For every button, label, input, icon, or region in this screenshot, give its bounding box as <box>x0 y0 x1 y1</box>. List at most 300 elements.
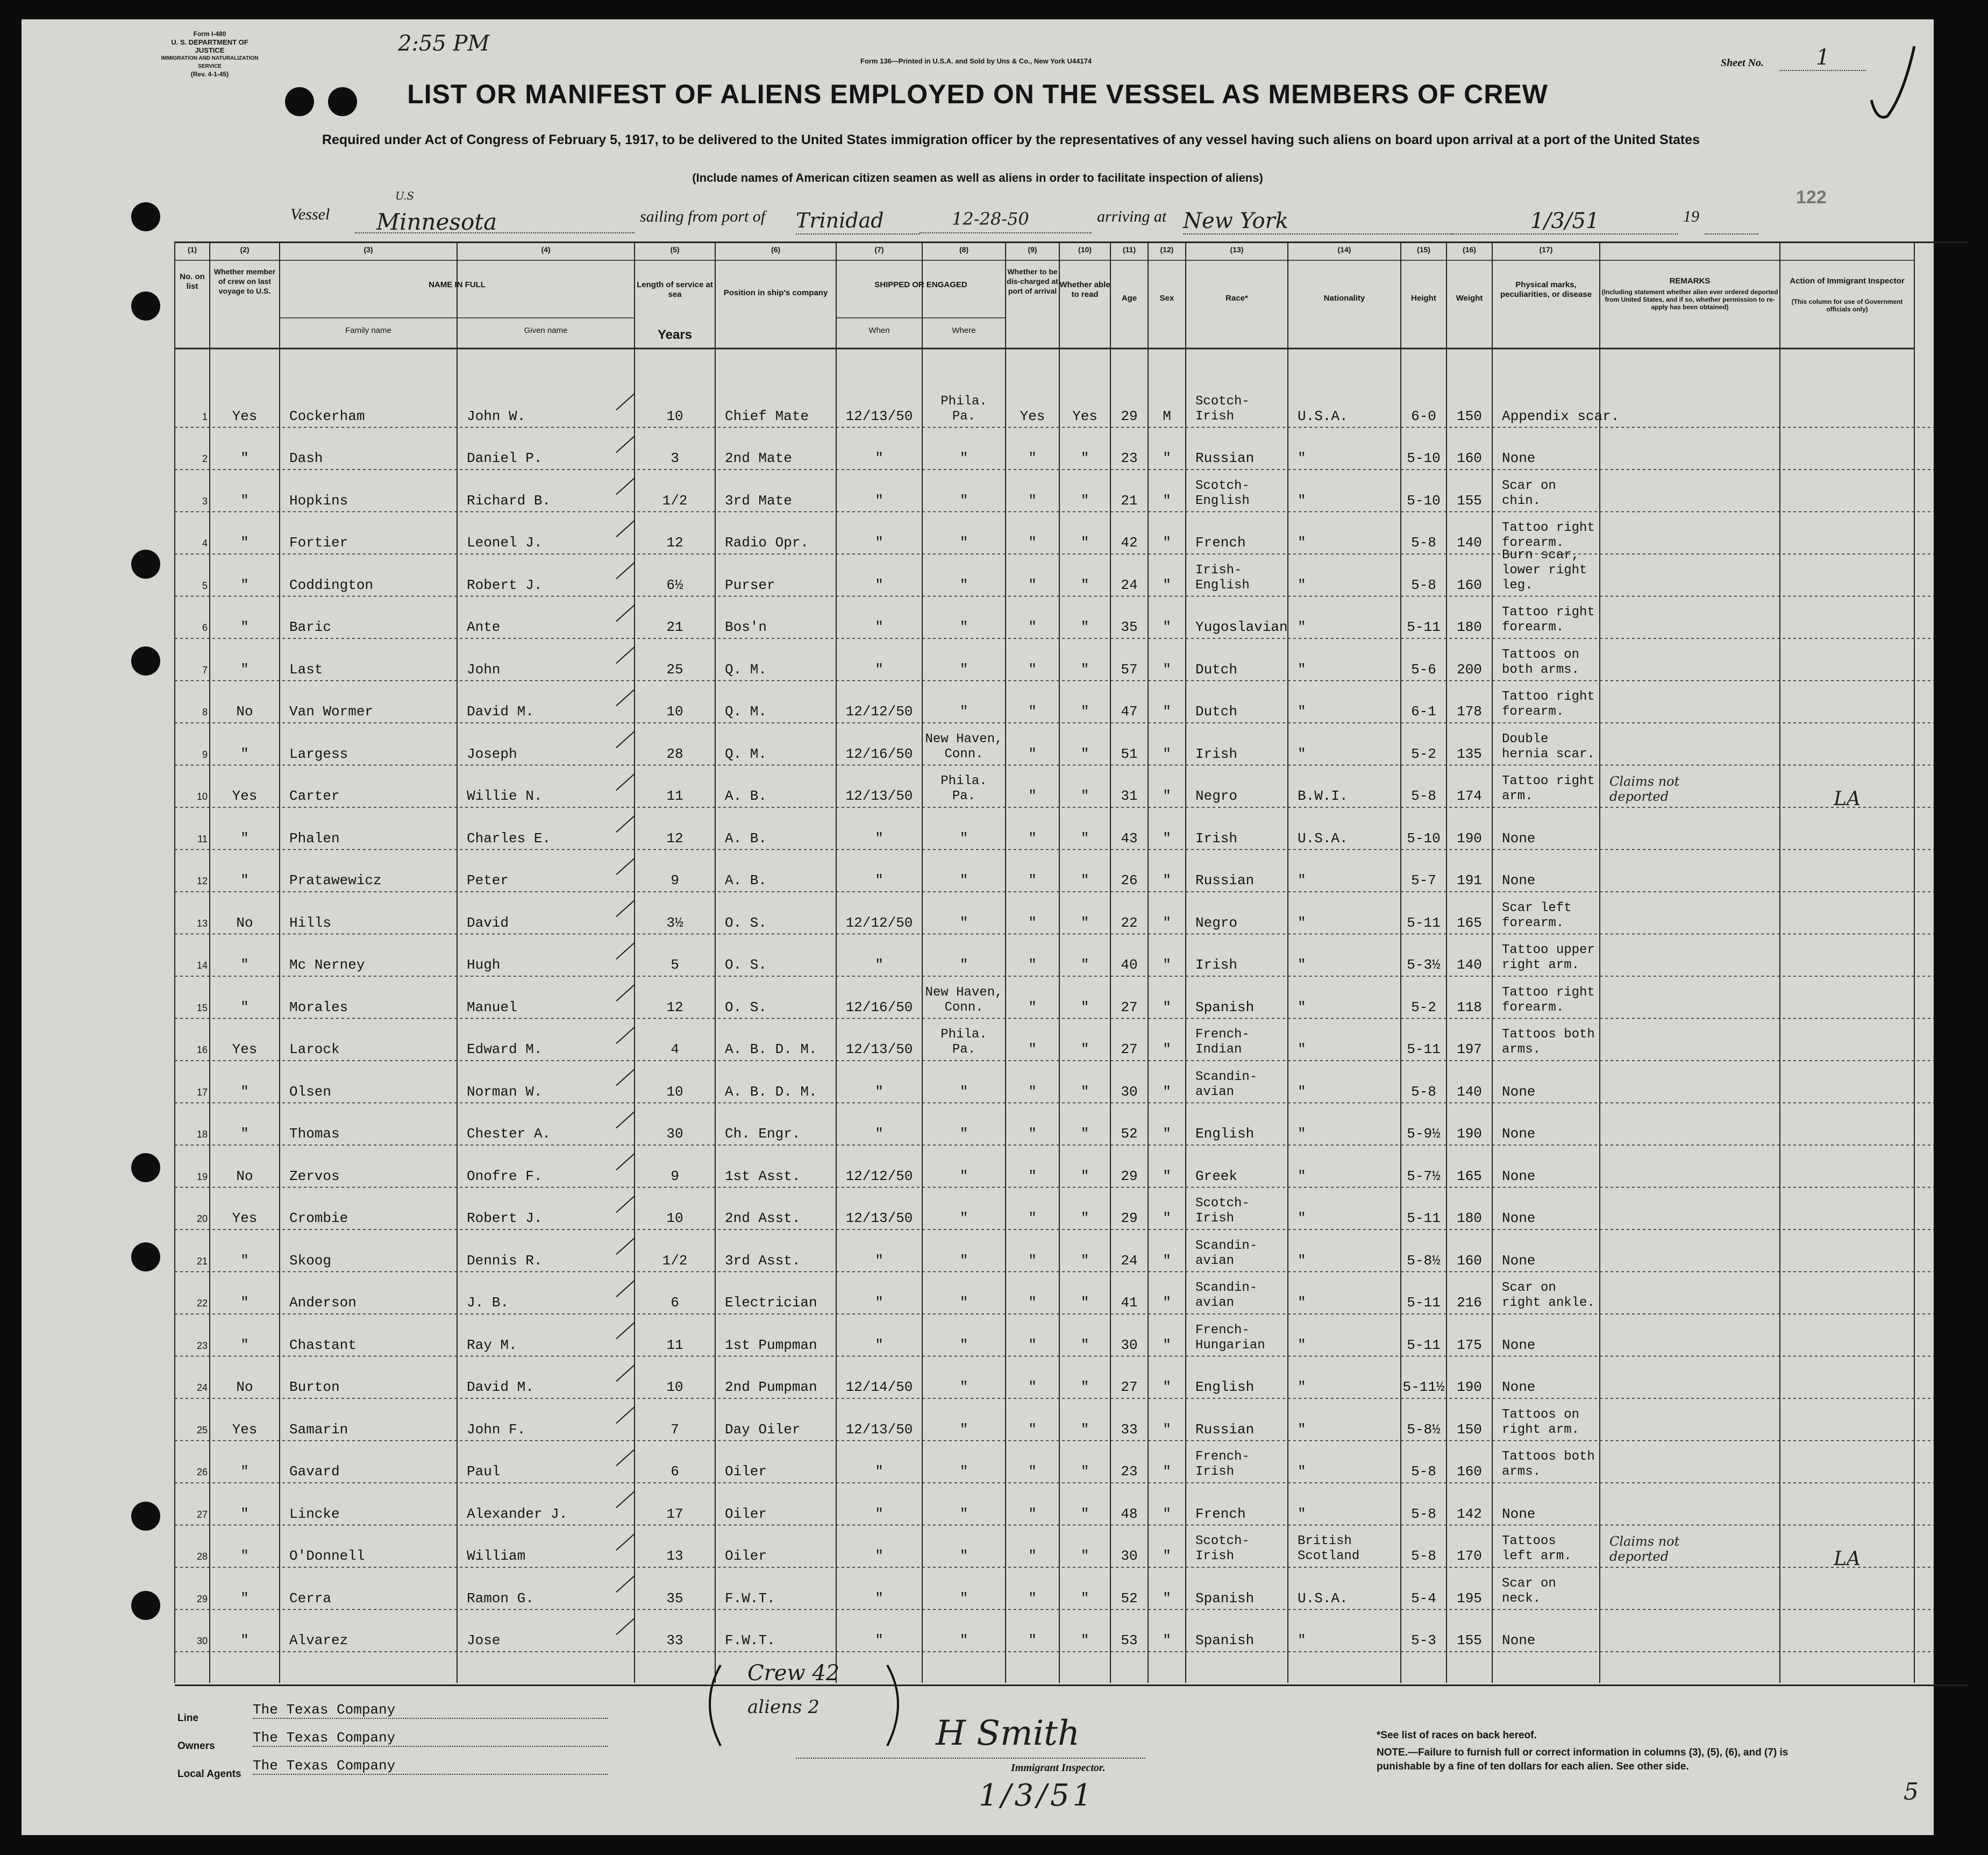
header-name-in-full: NAME IN FULL <box>429 280 486 289</box>
cell-age: 27 <box>1121 1041 1138 1057</box>
cell-when: " <box>875 1126 883 1142</box>
cell-marks: Tattoos both arms. <box>1502 1449 1595 1479</box>
cell-read: " <box>1080 999 1089 1015</box>
cell-age: 52 <box>1121 1126 1138 1142</box>
cell-height: 5-10 <box>1407 492 1441 509</box>
manifest-subtitle: Required under Act of Congress of February 5, 1917, to be delivered to the United States immigration officer by the representatives of any vessel having such aliens on board upon arrival at a port of the United States <box>322 132 1700 147</box>
cell-where: " <box>959 914 968 931</box>
cell-marks: None <box>1502 450 1536 466</box>
cell-read: " <box>1080 661 1089 678</box>
column-number: (11) <box>1122 245 1136 254</box>
cell-years: 13 <box>666 1548 683 1564</box>
cell-weight: 170 <box>1457 1548 1482 1564</box>
cell-marks: None <box>1502 830 1536 847</box>
cell-weight: 160 <box>1457 1252 1482 1269</box>
cell-family: Last <box>289 661 323 678</box>
cell-disch: " <box>1028 957 1037 973</box>
cell-position: 1st Pumpman <box>725 1337 817 1353</box>
header-when: When <box>868 326 890 335</box>
cell-disch: " <box>1028 1548 1037 1564</box>
cell-when: 12/14/50 <box>845 1379 913 1395</box>
cell-sex: " <box>1163 535 1171 551</box>
cell-age: 23 <box>1121 1463 1138 1480</box>
cell-height: 5-11 <box>1407 1041 1441 1057</box>
cell-disch: " <box>1028 492 1037 509</box>
arriving-label: arriving at <box>1097 208 1167 225</box>
cell-given: William <box>467 1548 526 1564</box>
cell-disch: " <box>1028 999 1037 1015</box>
cell-age: 40 <box>1121 957 1138 973</box>
cell-years: 10 <box>666 1083 683 1100</box>
column-number: (5) <box>670 245 680 254</box>
cell-race: Negro <box>1195 788 1238 804</box>
cell-family: Larock <box>289 1041 340 1057</box>
cell-when: " <box>875 1083 883 1100</box>
cell-sex: " <box>1163 957 1171 973</box>
cell-family: Zervos <box>289 1168 340 1184</box>
cell-age: 29 <box>1121 1210 1138 1226</box>
cell-nat: " <box>1298 1210 1306 1226</box>
cell-given: David <box>467 914 509 931</box>
cell-where: " <box>959 1379 968 1395</box>
cell-race: Greek <box>1195 1168 1238 1184</box>
cell-given: Leonel J. <box>467 535 543 551</box>
cell-where: " <box>959 703 968 720</box>
cell-marks: Tattoo right forearm. <box>1502 605 1595 635</box>
cell-years: 6 <box>671 1295 679 1311</box>
cell-race: Russian <box>1195 872 1255 889</box>
cell-weight: 190 <box>1457 1126 1482 1142</box>
cell-nat: " <box>1298 1379 1306 1395</box>
cell-weight: 150 <box>1457 1421 1482 1438</box>
cell-sex: " <box>1163 1168 1171 1184</box>
cell-given: Edward M. <box>467 1041 543 1057</box>
cell-race: French- Indian <box>1195 1027 1250 1057</box>
cell-height: 5-11½ <box>1402 1379 1445 1395</box>
cell-marks: Tattoo right forearm. <box>1502 690 1595 719</box>
cell-given: Richard B. <box>467 492 551 509</box>
sheet-number: 1 <box>1780 45 1866 71</box>
cell-weight: 140 <box>1457 535 1482 551</box>
cell-where: " <box>959 957 968 973</box>
cell-last: " <box>240 1463 249 1480</box>
cell-race: Dutch <box>1195 703 1238 720</box>
header-no-on-list: No. on list <box>180 272 205 291</box>
row-number: 24 <box>196 1382 208 1393</box>
cell-disch: " <box>1028 1083 1037 1100</box>
cell-position: Q. M. <box>725 745 767 762</box>
cell-sex: " <box>1163 872 1171 889</box>
cell-given: John F. <box>467 1421 526 1438</box>
cell-when: " <box>875 872 883 889</box>
cell-read: " <box>1080 1083 1089 1100</box>
cell-weight: 160 <box>1457 1463 1482 1480</box>
cell-nat: " <box>1298 450 1306 466</box>
cell-given: Onofre F. <box>467 1168 543 1184</box>
cell-nat: " <box>1298 1252 1306 1269</box>
cell-last: " <box>240 1505 249 1522</box>
cell-last: No <box>236 914 253 931</box>
form-service: IMMIGRATION AND NATURALIZATION SERVICE <box>161 55 259 69</box>
cell-last: Yes <box>232 1210 258 1226</box>
row-number: 7 <box>202 664 208 676</box>
cell-given: Joseph <box>467 745 517 762</box>
cell-height: 5-8½ <box>1407 1252 1441 1269</box>
cell-position: Ch. Engr. <box>725 1126 801 1142</box>
races-footnote: *See list of races on back hereof. <box>1377 1730 1537 1741</box>
cell-family: Samarin <box>289 1421 348 1438</box>
cell-age: 30 <box>1121 1548 1138 1564</box>
cell-last: " <box>240 450 249 466</box>
cell-sex: " <box>1163 661 1171 678</box>
row-number: 15 <box>196 1002 208 1013</box>
row-number: 28 <box>196 1551 208 1562</box>
sailing-date: 12-28-50 <box>920 209 1092 233</box>
cell-marks: Tattoo upper right arm. <box>1502 943 1595 972</box>
cell-weight: 140 <box>1457 1083 1482 1100</box>
cell-given: Chester A. <box>467 1126 551 1142</box>
cell-years: 7 <box>671 1421 679 1438</box>
cell-family: Mc Nerney <box>289 957 365 973</box>
header-able-to-read: Whether able to read <box>1059 280 1110 299</box>
cell-nat: " <box>1298 1632 1306 1648</box>
cell-nat: " <box>1298 957 1306 973</box>
cell-when: " <box>875 830 883 847</box>
cell-years: 12 <box>666 535 683 551</box>
cell-height: 5-8 <box>1411 535 1436 551</box>
cell-marks: Tattoos on right arm. <box>1502 1407 1580 1437</box>
header-race: Race* <box>1225 294 1248 303</box>
cell-nat: " <box>1298 703 1306 720</box>
cell-read: " <box>1080 1505 1089 1522</box>
cell-height: 5-8½ <box>1407 1421 1441 1438</box>
header-physical-marks: Physical marks, peculiarities, or disease <box>1500 280 1592 299</box>
cell-read: " <box>1080 788 1089 804</box>
cell-sex: " <box>1163 1463 1171 1480</box>
cell-marks: None <box>1502 1210 1536 1226</box>
cell-weight: 190 <box>1457 830 1482 847</box>
row-number: 25 <box>196 1424 208 1435</box>
header-age: Age <box>1121 294 1137 303</box>
cell-nat: " <box>1298 914 1306 931</box>
cell-read: " <box>1080 1463 1089 1480</box>
cell-read: " <box>1080 1295 1089 1311</box>
cell-race: Scotch- Irish <box>1195 1196 1250 1226</box>
cell-years: 4 <box>671 1041 679 1057</box>
cell-weight: 180 <box>1457 1210 1482 1226</box>
cell-last: " <box>240 619 249 635</box>
cell-years: 1/2 <box>662 1252 688 1269</box>
cell-family: Skoog <box>289 1252 332 1269</box>
cell-height: 5-3½ <box>1407 957 1441 973</box>
cell-marks: None <box>1502 1168 1536 1184</box>
cell-years: 10 <box>666 408 683 424</box>
form-department: U. S. DEPARTMENT OF JUSTICE <box>171 38 248 54</box>
column-number: (15) <box>1417 245 1430 254</box>
cell-disch: " <box>1028 1337 1037 1353</box>
cell-age: 29 <box>1121 408 1138 424</box>
cell-where: " <box>959 1252 968 1269</box>
cell-race: Scotch- Irish <box>1195 1534 1250 1563</box>
agents-label: Local Agents <box>177 1768 241 1780</box>
cell-disch: " <box>1028 1421 1037 1438</box>
cell-last: " <box>240 1126 249 1142</box>
cell-height: 6-1 <box>1411 703 1436 720</box>
cell-disch: " <box>1028 788 1037 804</box>
cell-marks: Tattoo right forearm. <box>1502 985 1595 1015</box>
cell-years: 12 <box>666 830 683 847</box>
cell-height: 5-8 <box>1411 788 1436 804</box>
header-years: Years <box>657 328 693 342</box>
cell-family: Phalen <box>289 830 340 847</box>
cell-given: Robert J. <box>467 1210 543 1226</box>
cell-family: Alvarez <box>289 1632 348 1648</box>
cell-years: 25 <box>666 661 683 678</box>
cell-where: " <box>959 1210 968 1226</box>
cell-sex: " <box>1163 619 1171 635</box>
cell-marks: Tattoos on both arms. <box>1502 647 1580 677</box>
vessel-name: Minnesota <box>355 209 635 233</box>
cell-where: " <box>959 492 968 509</box>
cell-family: Dash <box>289 450 323 466</box>
line-value: The Texas Company <box>253 1702 608 1719</box>
column-number: (12) <box>1160 245 1174 254</box>
cell-disch: " <box>1028 1590 1037 1607</box>
cell-position: O. S. <box>725 999 767 1015</box>
cell-position: Q. M. <box>725 703 767 720</box>
cell-when: 12/16/50 <box>845 999 913 1015</box>
cell-marks: Tattoo right arm. <box>1502 774 1595 804</box>
cell-position: 3rd Mate <box>725 492 792 509</box>
cell-height: 5-6 <box>1411 661 1436 678</box>
cell-sex: " <box>1163 1041 1171 1057</box>
cell-sex: " <box>1163 703 1171 720</box>
cell-read: Yes <box>1072 408 1098 424</box>
cell-family: Crombie <box>289 1210 348 1226</box>
cell-when: 12/16/50 <box>845 745 913 762</box>
cell-when: " <box>875 1463 883 1480</box>
cell-years: 10 <box>666 703 683 720</box>
cell-marks: None <box>1502 1252 1536 1269</box>
cell-weight: 165 <box>1457 914 1482 931</box>
cell-weight: 195 <box>1457 1590 1482 1607</box>
column-number: (14) <box>1337 245 1351 254</box>
vessel-label: Vessel <box>290 205 330 223</box>
cell-family: Carter <box>289 788 340 804</box>
cell-nat: " <box>1298 1295 1306 1311</box>
cell-last: " <box>240 999 249 1015</box>
cell-weight: 180 <box>1457 619 1482 635</box>
cell-family: Hopkins <box>289 492 348 509</box>
cell-age: 53 <box>1121 1632 1138 1648</box>
cell-nat: " <box>1298 1168 1306 1184</box>
cell-years: 35 <box>666 1590 683 1607</box>
cell-given: Paul <box>467 1463 501 1480</box>
cell-last: " <box>240 1590 249 1607</box>
cell-sex: " <box>1163 450 1171 466</box>
cell-nat: British Scotland <box>1298 1534 1360 1563</box>
cell-last: " <box>240 535 249 551</box>
cell-last: " <box>240 1083 249 1100</box>
cell-race: Spanish <box>1195 1632 1255 1648</box>
cell-when: " <box>875 577 883 593</box>
cell-sex: M <box>1163 408 1171 424</box>
cell-disch: " <box>1028 619 1037 635</box>
cell-where: New Haven, Conn. <box>925 731 1003 762</box>
cell-when: 12/13/50 <box>845 1041 913 1057</box>
cell-last: Yes <box>232 1041 258 1057</box>
cell-race: French <box>1195 1505 1246 1522</box>
cell-sex: " <box>1163 914 1171 931</box>
cell-read: " <box>1080 1632 1089 1648</box>
page-mark: 122 <box>1796 187 1827 208</box>
arriving-port: New York <box>1183 209 1452 234</box>
cell-age: 24 <box>1121 577 1138 593</box>
cell-height: 5-7½ <box>1407 1168 1441 1184</box>
row-number: 6 <box>202 622 208 633</box>
cell-years: 10 <box>666 1379 683 1395</box>
cell-family: Lincke <box>289 1505 340 1522</box>
cell-sex: " <box>1163 1421 1171 1438</box>
cell-when: 12/13/50 <box>845 788 913 804</box>
row-number: 12 <box>196 876 208 886</box>
column-number: (1) <box>187 245 197 254</box>
cell-position: F.W.T. <box>725 1632 775 1648</box>
cell-position: O. S. <box>725 914 767 931</box>
cell-family: Baric <box>289 619 332 635</box>
cell-given: Willie N. <box>467 788 543 804</box>
cell-family: Olsen <box>289 1083 332 1100</box>
column-number: (6) <box>771 245 781 254</box>
cell-age: 47 <box>1121 703 1138 720</box>
cell-race: Yugoslavian <box>1195 619 1288 635</box>
cell-where: " <box>959 577 968 593</box>
row-number: 22 <box>196 1298 208 1309</box>
cell-position: 1st Asst. <box>725 1168 801 1184</box>
penalty-note: NOTE.—Failure to furnish full or correct information in columns (3), (5), (6), and (7) is punishable by a fine of ten dollars for each alien. See other side. <box>1377 1747 1789 1772</box>
cell-height: 5-11 <box>1407 1337 1441 1353</box>
cell-given: Dennis R. <box>467 1252 543 1269</box>
cell-height: 6-0 <box>1411 408 1436 424</box>
inspector-signature: H Smith <box>936 1714 1080 1753</box>
sailing-port: Trinidad <box>796 209 920 234</box>
agents-value: The Texas Company <box>253 1758 608 1775</box>
row-number: 11 <box>197 833 208 844</box>
cell-nat: " <box>1298 872 1306 889</box>
row-number: 16 <box>196 1044 208 1055</box>
cell-last: Yes <box>232 788 258 804</box>
cell-age: 30 <box>1121 1337 1138 1353</box>
cell-position: A. B. D. M. <box>725 1041 817 1057</box>
cell-given: Alexander J. <box>467 1505 568 1522</box>
cell-family: Largess <box>289 745 348 762</box>
cell-disch: Yes <box>1020 408 1045 424</box>
cell-years: 28 <box>666 745 683 762</box>
cell-age: 42 <box>1121 535 1138 551</box>
cell-disch: " <box>1028 577 1037 593</box>
time-stamp: 2:55 PM <box>398 31 490 56</box>
column-number: (3) <box>364 245 373 254</box>
cell-last: " <box>240 1548 249 1564</box>
cell-disch: " <box>1028 1632 1037 1648</box>
cell-action: LA <box>1834 788 1861 810</box>
cell-position: A. B. <box>725 788 767 804</box>
cell-weight: 155 <box>1457 492 1482 509</box>
cell-when: " <box>875 1548 883 1564</box>
header-weight: Weight <box>1456 294 1483 303</box>
row-number: 19 <box>196 1171 208 1182</box>
cell-weight: 175 <box>1457 1337 1482 1353</box>
cell-when: " <box>875 661 883 678</box>
cell-race: Negro <box>1195 914 1238 931</box>
cell-read: " <box>1080 1252 1089 1269</box>
cell-where: New Haven, Conn. <box>925 985 1003 1015</box>
cell-race: Irish <box>1195 830 1238 847</box>
cell-position: Radio Opr. <box>725 535 809 551</box>
row-number: 17 <box>196 1086 208 1098</box>
cell-years: 1/2 <box>662 492 688 509</box>
cell-last: " <box>240 661 249 678</box>
header-length-of-service: Length of service at sea <box>637 280 713 299</box>
cell-sex: " <box>1163 1337 1171 1353</box>
cell-disch: " <box>1028 1379 1037 1395</box>
cell-height: 5-8 <box>1411 1548 1436 1564</box>
cell-disch: " <box>1028 703 1037 720</box>
cell-given: Ray M. <box>467 1337 517 1353</box>
cell-read: " <box>1080 1548 1089 1564</box>
header-height: Height <box>1411 294 1436 303</box>
cell-years: 3½ <box>666 914 683 931</box>
cell-when: " <box>875 1632 883 1648</box>
cell-when: 12/13/50 <box>845 408 913 424</box>
cell-height: 5-9½ <box>1407 1126 1441 1142</box>
cell-read: " <box>1080 914 1089 931</box>
cell-nat: " <box>1298 745 1306 762</box>
cell-where: " <box>959 661 968 678</box>
cell-family: Chastant <box>289 1337 357 1353</box>
cell-age: 33 <box>1121 1421 1138 1438</box>
cell-sex: " <box>1163 1379 1171 1395</box>
cell-last: No <box>236 1168 253 1184</box>
cell-marks: None <box>1502 1337 1536 1353</box>
cell-where: " <box>959 1421 968 1438</box>
row-number: 13 <box>196 918 208 929</box>
cell-read: " <box>1080 703 1089 720</box>
cell-read: " <box>1080 1126 1089 1142</box>
cell-sex: " <box>1163 1505 1171 1522</box>
cell-family: Cockerham <box>289 408 365 424</box>
cell-read: " <box>1080 1168 1089 1184</box>
cell-race: Scotch- Irish <box>1195 394 1250 424</box>
cell-when: 12/12/50 <box>845 703 913 720</box>
cell-disch: " <box>1028 830 1037 847</box>
row-number: 5 <box>202 580 208 591</box>
row-number: 1 <box>202 411 208 422</box>
form-number: Form I-480 <box>193 30 226 38</box>
column-number: (2) <box>240 245 250 254</box>
column-number: (4) <box>541 245 551 254</box>
cell-position: Day Oiler <box>725 1421 801 1438</box>
cell-race: Irish <box>1195 745 1238 762</box>
cell-read: " <box>1080 872 1089 889</box>
cell-family: Morales <box>289 999 348 1015</box>
cell-nat: " <box>1298 535 1306 551</box>
cell-years: 30 <box>666 1126 683 1142</box>
cell-age: 22 <box>1121 914 1138 931</box>
cell-race: Dutch <box>1195 661 1238 678</box>
cell-where: " <box>959 872 968 889</box>
cell-position: O. S. <box>725 957 767 973</box>
